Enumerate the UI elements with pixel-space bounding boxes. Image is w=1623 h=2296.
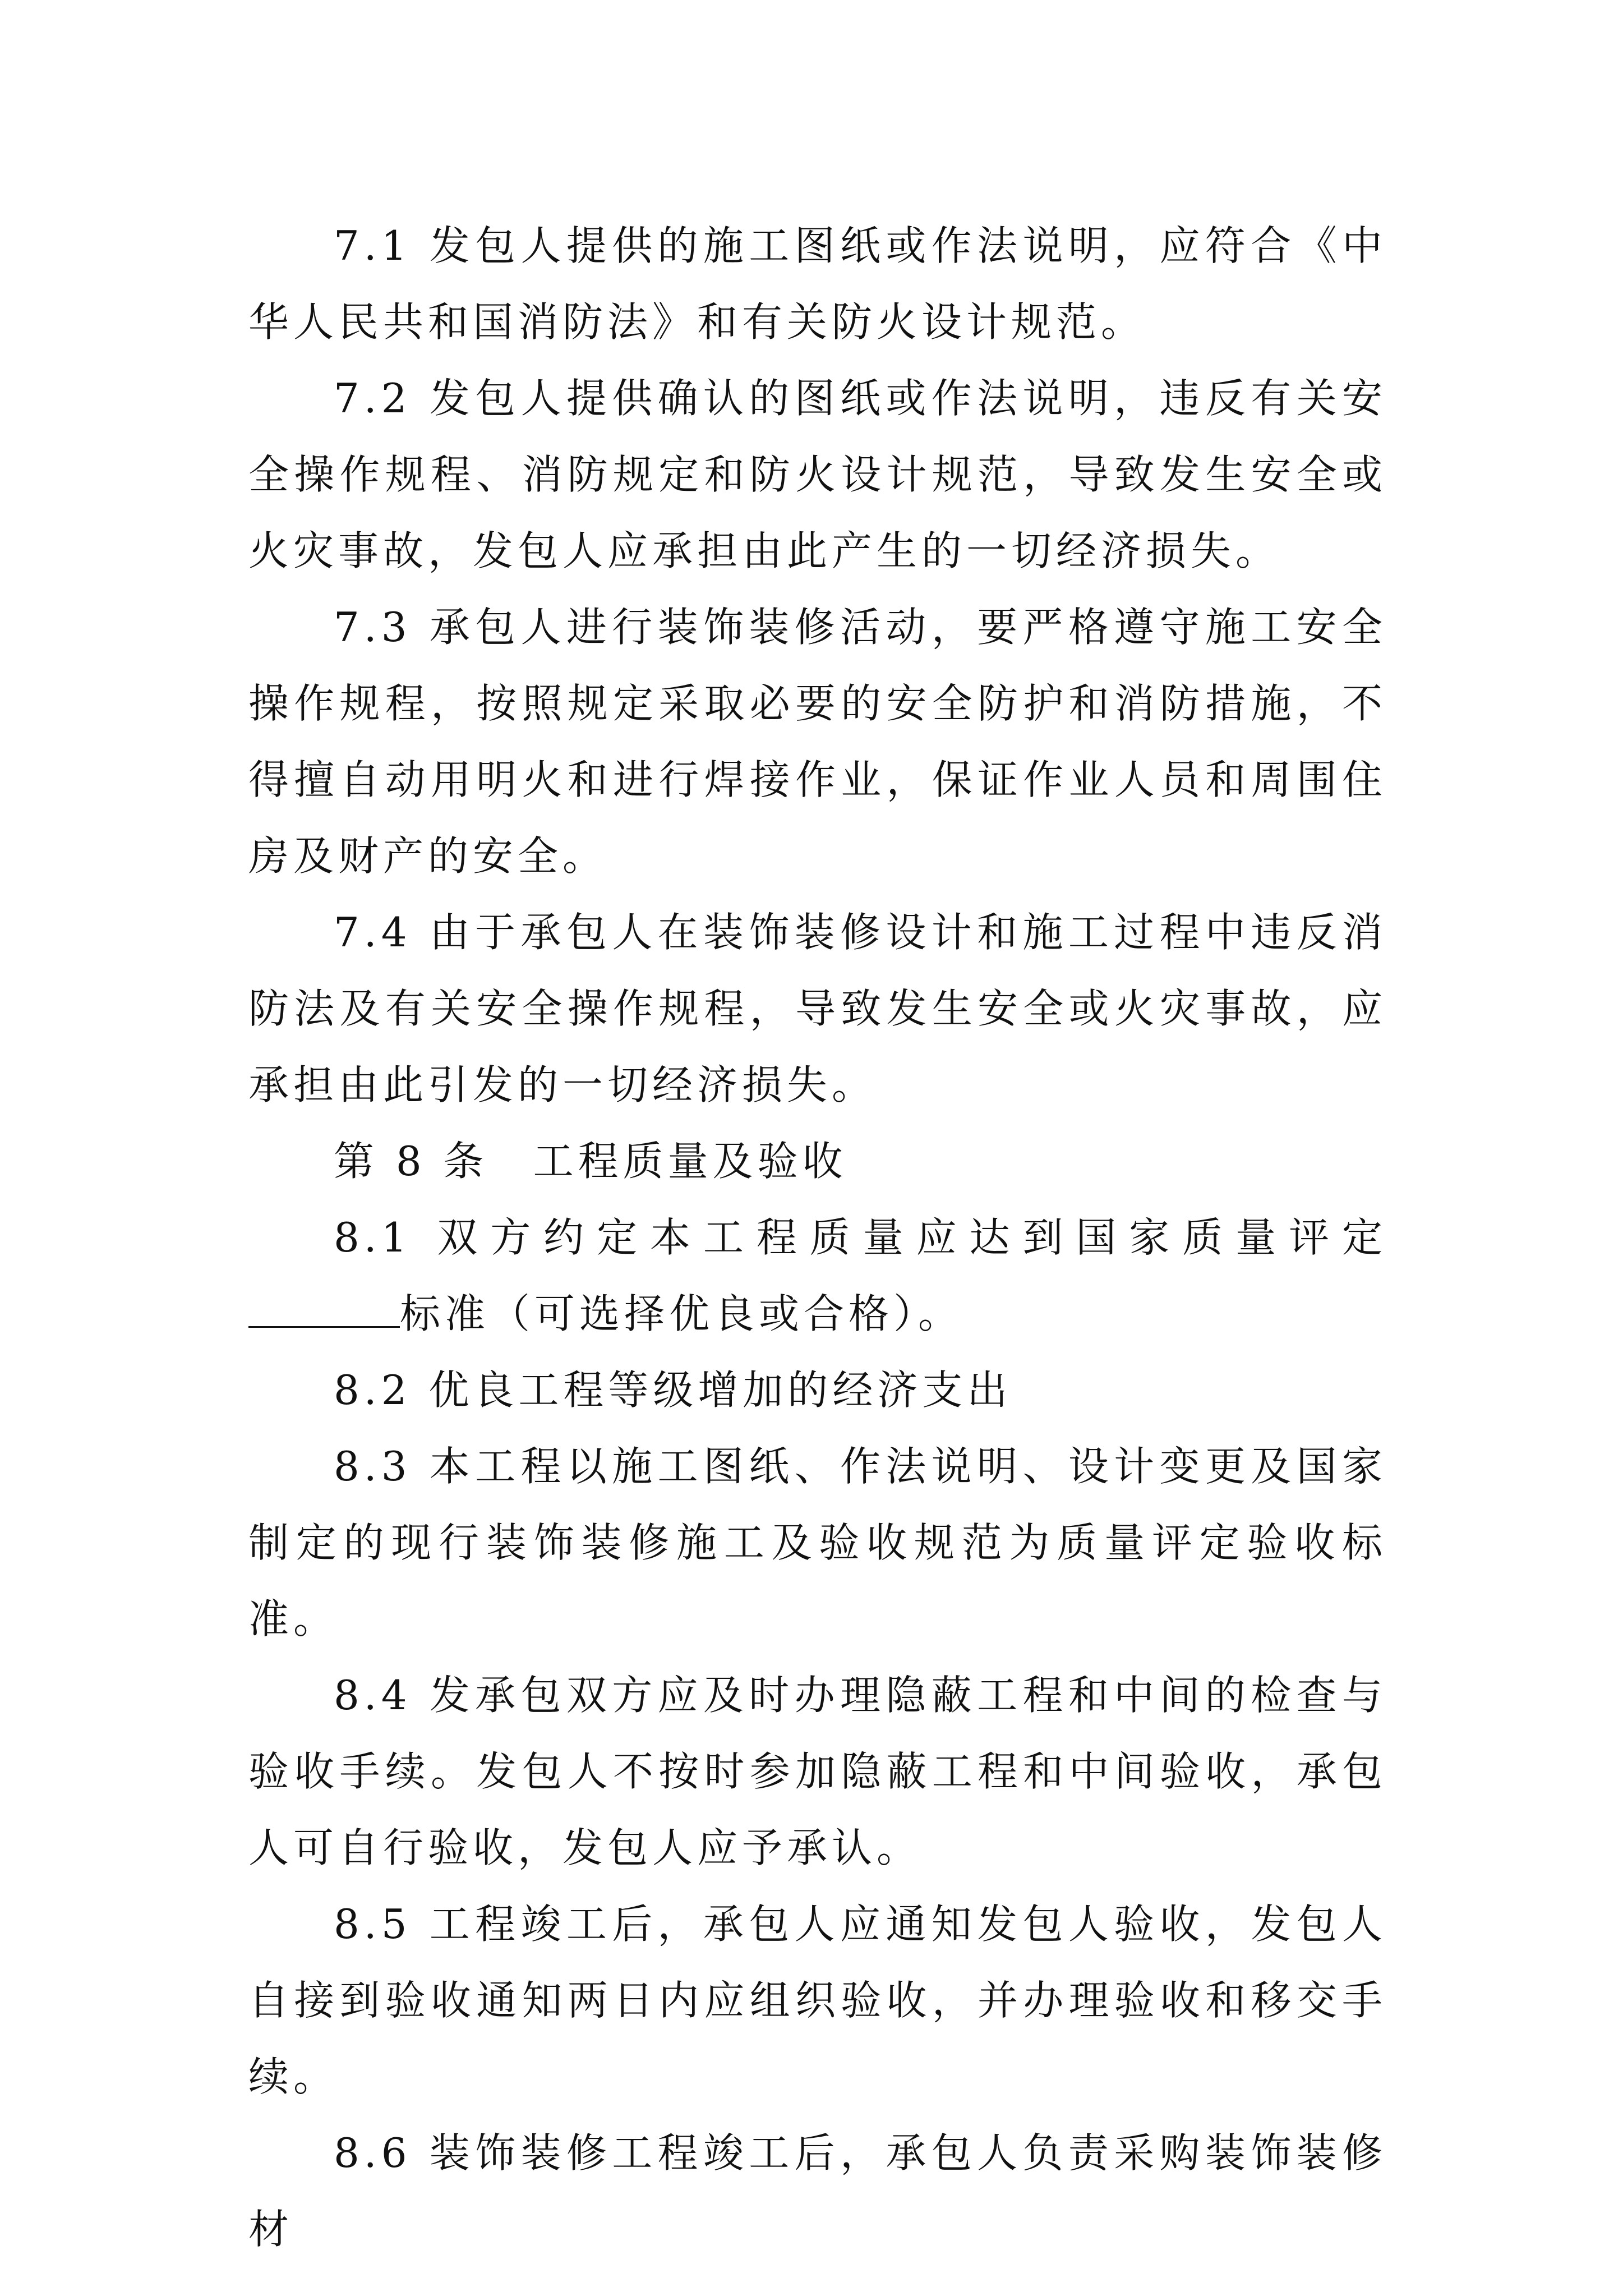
clause-8-1: [248, 1199, 1387, 1352]
clause-8-3: 8.3 本工程以施工图纸、作法说明、设计变更及国家制定的现行装饰装修施工及验收规范为质量评定验收标准。: [248, 1443, 1387, 1642]
clause-8-5: 8.5 工程竣工后，承包人应通知发包人验收，发包人自接到验收通知两日内应组织验收，并办理验收和移交手续。: [248, 1901, 1387, 2100]
document-body: [248, 208, 1387, 2267]
clause-8-1-text: 8.1 双方约定本工程质量应达到国家质量评定: [334, 1214, 1387, 1261]
quality-grade-blank: [248, 1286, 400, 1328]
clause-8-6: 8.6 装饰装修工程竣工后，承包人负责采购装饰装修材: [248, 2129, 1387, 2253]
clause-8-2: 8.2 优良工程等级增加的经济支出: [334, 1366, 1012, 1414]
clause-7-1: 7.1 发包人提供的施工图纸或作法说明，应符合《中华人民共和国消防法》和有关防火设计规范。: [248, 222, 1387, 346]
clause-7-2: 7.2 发包人提供确认的图纸或作法说明，违反有关安全操作规程、消防规定和防火设计规范，导致发生安全或火灾事故，发包人应承担由此产生的一切经济损失。: [248, 375, 1387, 574]
clause-8-4: 8.4 发承包双方应及时办理隐蔽工程和中间的检查与验收手续。发包人不按时参加隐蔽工程和中间验收，承包人可自行验收，发包人应予承认。: [248, 1672, 1387, 1871]
clause-7-3: 7.3 承包人进行装饰装修活动，要严格遵守施工安全操作规程，按照规定采取必要的安全防护和消防措施，不得擅自动用明火和进行焊接作业，保证作业人员和周围住房及财产的安全。: [248, 604, 1387, 880]
clause-7-4: 7.4 由于承包人在装饰装修设计和施工过程中违反消防法及有关安全操作规程，导致发生安全或火灾事故，应承担由此引发的一切经济损失。: [248, 909, 1387, 1108]
article-8-heading: 第 8 条 工程质量及验收: [334, 1138, 847, 1185]
clause-8-1-text-end: 标准（可选择优良或合格）。: [400, 1290, 963, 1337]
